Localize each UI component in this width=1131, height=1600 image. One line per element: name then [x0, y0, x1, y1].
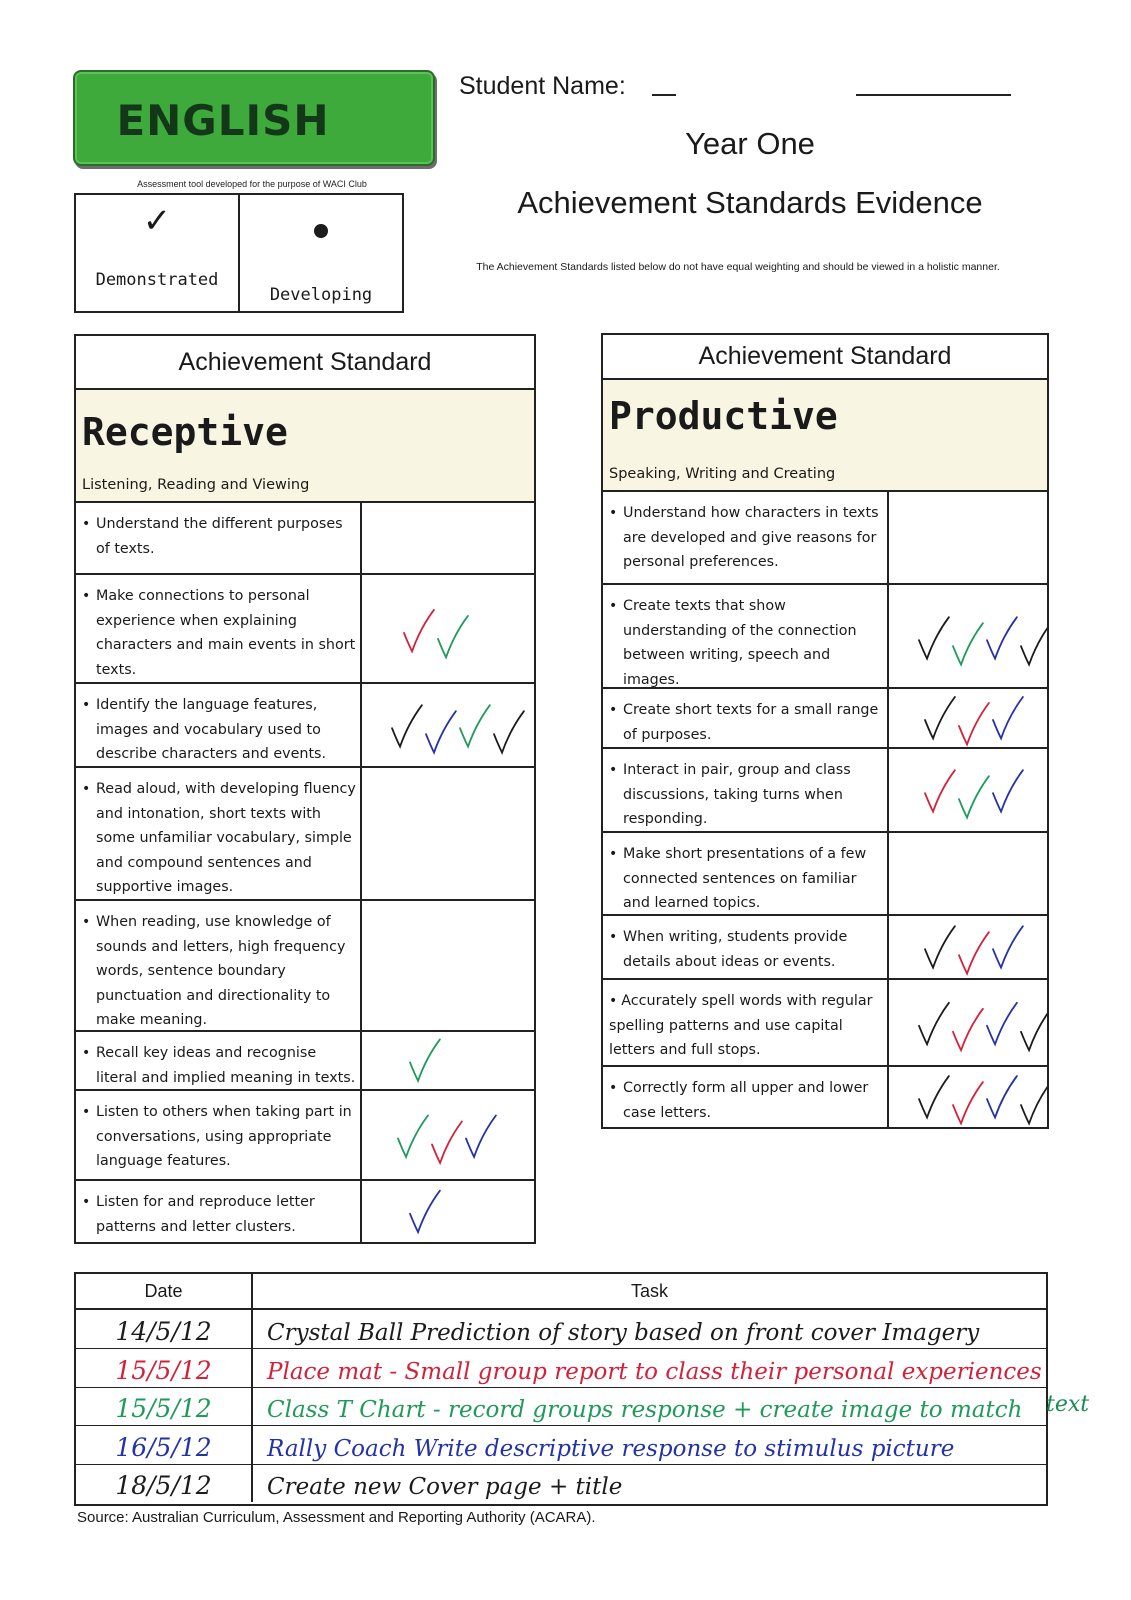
standard-text: [603, 980, 889, 1065]
student-name-field[interactable]: [652, 94, 676, 96]
tick-marks: [889, 689, 1047, 747]
blue-tick-icon: [987, 617, 1017, 658]
evidence-marks-cell[interactable]: [889, 749, 1047, 831]
black-tick-icon: [1021, 1009, 1047, 1050]
tick-icon: ✓: [142, 201, 172, 241]
black-tick-icon: [392, 705, 422, 746]
receptive-category-name: Receptive: [82, 410, 288, 454]
red-tick-icon: [959, 703, 989, 744]
receptive-standard-row: [76, 899, 534, 1030]
evidence-marks-cell[interactable]: [362, 901, 534, 1030]
standard-text: [76, 503, 362, 573]
standard-label: When writing, students provide details about ideas or events.: [623, 929, 848, 970]
receptive-category: [76, 390, 534, 503]
blue-tick-icon: [426, 711, 456, 752]
receptive-table: [74, 334, 536, 1244]
standard-label: Interact in pair, group and class discussions, taking turns when responding.: [623, 762, 851, 827]
green-tick-icon: [959, 776, 989, 817]
productive-standard-row: [603, 492, 1047, 583]
dot-icon: [314, 224, 328, 238]
tick-marks: [889, 980, 1047, 1065]
black-tick-icon: [919, 617, 949, 658]
red-tick-icon: [953, 1082, 983, 1123]
standard-text: [603, 749, 889, 831]
receptive-subtitle: Listening, Reading and Viewing: [82, 477, 310, 493]
black-tick-icon: [1021, 1082, 1047, 1123]
tick-marks: [889, 492, 1047, 583]
tick-marks: [362, 768, 534, 899]
standard-label: Read aloud, with developing fluency and intonation, short texts with some unfamiliar vocabulary, simple and compound sentences and supportive images.: [96, 781, 356, 895]
standard-text: [76, 1032, 362, 1089]
standard-text: [76, 684, 362, 766]
standard-text: [76, 1091, 362, 1179]
productive-standard-row: [603, 978, 1047, 1065]
black-tick-icon: [925, 926, 955, 967]
developing-label: Developing: [269, 285, 373, 305]
standard-label: When reading, use knowledge of sounds and letters, high frequency words, sentence boundary punctuation and directionality to make meaning.: [96, 914, 346, 1028]
blue-tick-icon: [987, 1003, 1017, 1044]
evidence-marks-cell[interactable]: [362, 1091, 534, 1179]
source-note: Source: Australian Curriculum, Assessment and Reporting Authority (ACARA).: [77, 1509, 596, 1526]
task-row: [76, 1464, 1046, 1502]
productive-category-name: Productive: [609, 394, 838, 438]
task-row: [76, 1425, 1046, 1463]
green-tick-icon: [953, 623, 983, 664]
subject-title: ENGLISH: [116, 96, 330, 145]
demonstrated-label: Demonstrated: [95, 270, 219, 290]
task-date: 18/5/12: [76, 1465, 253, 1502]
productive-standard-row: [603, 914, 1047, 978]
task-rows: [76, 1310, 1046, 1502]
standard-text: [76, 1181, 362, 1242]
task-date: 15/5/12: [76, 1349, 253, 1386]
green-tick-icon: [438, 616, 468, 657]
receptive-rows: [76, 503, 534, 1242]
task-description: Create new Cover page + title: [267, 1473, 623, 1500]
evidence-marks-cell[interactable]: [362, 503, 534, 573]
tick-marks: [362, 1032, 534, 1089]
standard-text: [76, 575, 362, 682]
tick-marks: [362, 684, 534, 766]
student-name-field-end[interactable]: [856, 94, 1011, 96]
green-tick-icon: [410, 1039, 440, 1080]
tick-marks: [889, 749, 1047, 831]
receptive-standard-row: [76, 1030, 534, 1089]
standard-label: Recall key ideas and recognise literal and implied meaning in texts.: [96, 1045, 356, 1086]
evidence-marks-cell[interactable]: [889, 1067, 1047, 1127]
standard-label: Create short texts for a small range of purposes.: [623, 702, 879, 743]
tick-marks: [362, 575, 534, 682]
productive-standard-row: [603, 747, 1047, 831]
red-tick-icon: [953, 1009, 983, 1050]
standard-label: Understand the different purposes of texts.: [96, 516, 343, 557]
tool-note: Assessment tool developed for the purpose of WACI Club: [137, 179, 367, 189]
standard-text: [76, 768, 362, 899]
evidence-marks-cell[interactable]: [889, 833, 1047, 914]
red-tick-icon: [404, 610, 434, 651]
tick-marks: [362, 503, 534, 573]
blue-tick-icon: [410, 1191, 440, 1232]
receptive-standard-row: [76, 1089, 534, 1179]
tick-marks: [362, 901, 534, 1030]
receptive-standard-row: [76, 503, 534, 573]
standard-label: Listen for and reproduce letter patterns and letter clusters.: [96, 1194, 315, 1235]
evidence-marks-cell[interactable]: [362, 575, 534, 682]
standard-label: Listen to others when taking part in conversations, using appropriate language features.: [96, 1104, 352, 1169]
blue-tick-icon: [993, 926, 1023, 967]
standard-label: Correctly form all upper and lower case letters.: [623, 1080, 869, 1121]
task-description: Class T Chart - record groups response + create image to match: [267, 1397, 1023, 1424]
receptive-header: Achievement Standard: [76, 336, 534, 390]
date-column-header: Date: [76, 1274, 253, 1308]
standard-text: [603, 833, 889, 914]
evidence-marks-cell[interactable]: [889, 689, 1047, 747]
blue-tick-icon: [993, 697, 1023, 738]
red-tick-icon: [925, 770, 955, 811]
tick-marks: [362, 1181, 534, 1242]
blue-tick-icon: [987, 1076, 1017, 1117]
task-date: 15/5/12: [76, 1388, 253, 1425]
task-date: 16/5/12: [76, 1426, 253, 1463]
standard-label: Create texts that show understanding of the connection between writing, speech and images.: [623, 598, 857, 688]
productive-header: Achievement Standard: [603, 335, 1047, 380]
task-table: [74, 1272, 1048, 1506]
standard-text: [603, 492, 889, 583]
task-row: [76, 1348, 1046, 1386]
task-overflow-word: text: [1046, 1392, 1090, 1417]
legend-box: [74, 193, 404, 313]
standard-label: Understand how characters in texts are developed and give reasons for personal preferences.: [623, 505, 879, 570]
red-tick-icon: [959, 932, 989, 973]
receptive-standard-row: [76, 766, 534, 899]
green-tick-icon: [398, 1116, 428, 1157]
evidence-marks-cell[interactable]: [889, 916, 1047, 978]
receptive-standard-row: [76, 682, 534, 766]
productive-category: [603, 380, 1047, 492]
standard-label: Make short presentations of a few connected sentences on familiar and learned topics.: [623, 846, 867, 911]
weighting-note: The Achievement Standards listed below do not have equal weighting and should be viewed in a holistic manner.: [476, 261, 1000, 273]
legend-demonstrated: [76, 195, 238, 311]
standard-text: [76, 901, 362, 1030]
blue-tick-icon: [466, 1116, 496, 1157]
bullet-icon: •: [609, 993, 618, 1009]
task-row: [76, 1310, 1046, 1348]
tick-marks: [889, 833, 1047, 914]
standard-text: [603, 689, 889, 747]
productive-standard-row: [603, 1065, 1047, 1127]
evidence-marks-cell[interactable]: [362, 684, 534, 766]
task-row: [76, 1387, 1046, 1425]
blue-tick-icon: [993, 770, 1023, 811]
standard-text: [603, 585, 889, 687]
task-table-header: [76, 1274, 1046, 1310]
tick-marks: [889, 585, 1047, 687]
evidence-marks-cell[interactable]: [362, 768, 534, 899]
receptive-standard-row: [76, 573, 534, 682]
productive-standard-row: [603, 687, 1047, 747]
task-column-header: Task: [630, 1280, 668, 1301]
receptive-standard-row: [76, 1179, 534, 1242]
standard-text: [603, 916, 889, 978]
evidence-marks-cell[interactable]: [362, 1181, 534, 1242]
productive-rows: [603, 492, 1047, 1127]
red-tick-icon: [432, 1122, 462, 1163]
tick-marks: [889, 916, 1047, 978]
standard-label: Identify the language features, images and vocabulary used to describe characters and events.: [96, 697, 327, 762]
evidence-marks-cell[interactable]: [362, 1032, 534, 1089]
black-tick-icon: [919, 1003, 949, 1044]
tick-marks: [889, 1067, 1047, 1127]
year-title: Year One: [685, 126, 815, 161]
evidence-marks-cell[interactable]: [889, 980, 1047, 1065]
standard-label: Make connections to personal experience when explaining characters and main events in short texts.: [96, 588, 356, 678]
task-description: Crystal Ball Prediction of story based on front cover Imagery: [267, 1320, 980, 1347]
black-tick-icon: [494, 711, 524, 752]
green-tick-icon: [460, 705, 490, 746]
productive-table: [601, 333, 1049, 1129]
productive-standard-row: [603, 831, 1047, 914]
student-name-label: Student Name:: [459, 72, 626, 100]
black-tick-icon: [925, 697, 955, 738]
page-title: Achievement Standards Evidence: [517, 185, 983, 220]
productive-standard-row: [603, 583, 1047, 687]
task-description: Rally Coach Write descriptive response to stimulus picture: [267, 1435, 955, 1462]
standard-text: [603, 1067, 889, 1127]
productive-subtitle: Speaking, Writing and Creating: [609, 466, 836, 482]
task-description: Place mat - Small group report to class their personal experiences: [267, 1358, 1042, 1385]
black-tick-icon: [919, 1076, 949, 1117]
black-tick-icon: [1021, 623, 1047, 664]
evidence-marks-cell[interactable]: [889, 585, 1047, 687]
standard-label: Accurately spell words with regular spelling patterns and use capital letters and full stops.: [609, 993, 873, 1058]
legend-developing: [238, 195, 402, 311]
evidence-marks-cell[interactable]: [889, 492, 1047, 583]
task-date: 14/5/12: [76, 1310, 253, 1348]
tick-marks: [362, 1091, 534, 1179]
